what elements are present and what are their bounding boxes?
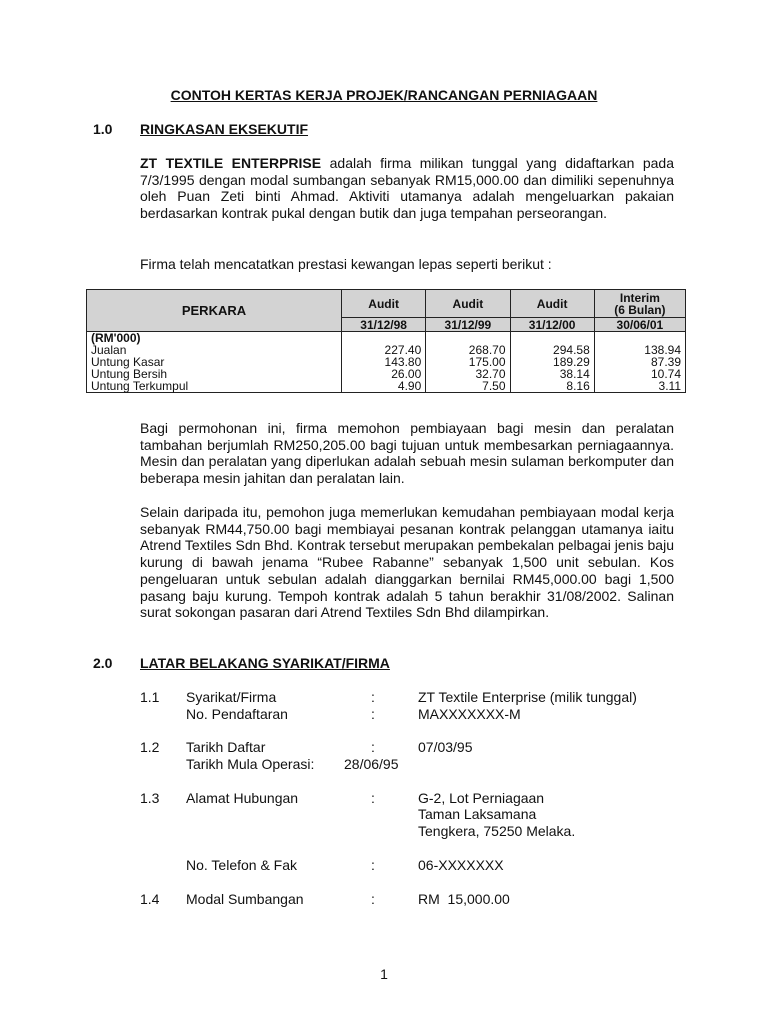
registration-date-value: 07/03/95: [418, 739, 473, 755]
item-1-3-number: 1.3: [140, 790, 160, 806]
cell: 138.94: [594, 344, 685, 356]
col-date-1: 31/12/98: [342, 318, 426, 332]
col-date-4: 30/06/01: [594, 318, 685, 332]
phone-fax-label: No. Telefon & Fak: [186, 857, 298, 873]
cell: 4.90: [342, 380, 426, 393]
capital-label: Modal Sumbangan: [186, 891, 304, 907]
colon: :: [371, 857, 375, 873]
colon: :: [371, 739, 375, 755]
section-2-title: LATAR BELAKANG SYARIKAT/FIRMA: [140, 655, 390, 671]
registration-value: MAXXXXXXX-M: [418, 706, 521, 722]
col-type-3: Audit: [510, 290, 594, 318]
cell: 143.80: [342, 356, 426, 368]
document-title: CONTOH KERTAS KERJA PROJEK/RANCANGAN PERNIAGAAN: [170, 87, 598, 103]
table-row: [87, 356, 686, 368]
cell: 10.74: [594, 368, 685, 380]
cell: 175.00: [426, 356, 510, 368]
row-label: Untung Terkumpul: [87, 380, 342, 393]
capital-value: RM 15,000.00: [418, 891, 510, 907]
item-1-1-number: 1.1: [140, 689, 160, 705]
colon: :: [371, 891, 375, 907]
working-capital-paragraph: Selain daripada itu, pemohon juga memerlukan kemudahan pembiayaan modal kerja sebanyak RM44,750.00 bagi membiayai pesanan kontrak pelanggan utamanya iaitu Atrend Textiles Sdn Bhd. Kontrak tersebut merupakan pembekalan pelbagai jenis baju kurung di bawah jenama “Rubee Rabanne” sebanyak 1,500 unit sebulan. Kos pengeluaran untuk sebulan adalah dianggarkan bernilai RM45,000.00 bagi 1,500 pasang baju kurung. Tempoh kontrak adalah 5 tahun berakhir 31/08/2002. Salinan surat sokongan pasaran dari Atrend Textiles Sdn Bhd dilampirkan.: [140, 504, 674, 621]
colon: :: [371, 790, 375, 806]
cell: 294.58: [510, 344, 594, 356]
cell: 32.70: [426, 368, 510, 380]
financing-paragraph: Bagi permohonan ini, firma memohon pembiayaan bagi mesin dan peralatan tambahan berjumlah RM250,205.00 bagi tujuan untuk membesarkan perniagaannya. Mesin dan peralatan yang diperlukan adalah sebuah mesin sulaman berkomputer dan beberapa mesin jahitan dan peralatan lain.: [140, 420, 674, 487]
company-value: ZT Textile Enterprise (milik tunggal): [418, 689, 637, 705]
cell: 7.50: [426, 380, 510, 393]
address-line-3: Tengkera, 75250 Melaka.: [418, 823, 576, 839]
executive-summary-paragraph: [140, 155, 674, 222]
col-date-2: 31/12/99: [426, 318, 510, 332]
cell: 8.16: [510, 380, 594, 393]
unit-label: (RM'000): [87, 332, 342, 345]
cell: 3.11: [594, 380, 685, 393]
address-line-2: Taman Laksamana: [418, 806, 537, 822]
company-label: Syarikat/Firma: [186, 689, 277, 705]
registration-date-label: Tarikh Daftar: [186, 739, 266, 755]
row-label: Untung Bersih: [87, 368, 342, 380]
page-number: 1: [380, 966, 388, 982]
cell: 227.40: [342, 344, 426, 356]
section-2-number: 2.0: [93, 655, 113, 671]
cell: 87.39: [594, 356, 685, 368]
registration-label: No. Pendaftaran: [186, 706, 288, 722]
cell: 268.70: [426, 344, 510, 356]
performance-intro: Firma telah mencatatkan prestasi kewangan lepas seperti berikut :: [140, 256, 552, 272]
colon: :: [371, 706, 375, 722]
cell: 189.29: [510, 356, 594, 368]
phone-fax-value: 06-XXXXXXX: [418, 857, 504, 873]
table-row: [87, 380, 686, 393]
item-1-2-number: 1.2: [140, 739, 160, 755]
colon: :: [371, 689, 375, 705]
intro-text: adalah firma milikan tunggal yang didaftarkan pada 7/3/1995 dengan modal sumbangan sebanyak RM15,000.00 dan dimiliki sepenuhnya oleh Puan Zeti binti Ahmad. Aktiviti utamanya adalah mengeluarkan pakaian berdasarkan kontrak pukal dengan butik dan juga tempahan perseorangan.: [140, 155, 675, 222]
row-label: Jualan: [87, 344, 342, 356]
col-type-2: Audit: [426, 290, 510, 318]
row-label: Untung Kasar: [87, 356, 342, 368]
financial-performance-table: [86, 289, 686, 393]
operation-start-value: 28/06/95: [344, 756, 399, 772]
address-line-1: G-2, Lot Perniagaan: [418, 790, 545, 806]
col-type-4: Interim (6 Bulan): [594, 290, 685, 318]
section-1-number: 1.0: [93, 121, 113, 137]
section-1-title: RINGKASAN EKSEKUTIF: [140, 121, 309, 137]
item-1-4-number: 1.4: [140, 891, 160, 907]
cell: 26.00: [342, 368, 426, 380]
address-label: Alamat Hubungan: [186, 790, 299, 806]
operation-start-label: Tarikh Mula Operasi:: [186, 756, 315, 772]
company-name: ZT TEXTILE ENTERPRISE: [140, 155, 322, 171]
perkara-header: PERKARA: [87, 290, 342, 332]
col-type-1: Audit: [342, 290, 426, 318]
col-date-3: 31/12/00: [510, 318, 594, 332]
cell: 38.14: [510, 368, 594, 380]
